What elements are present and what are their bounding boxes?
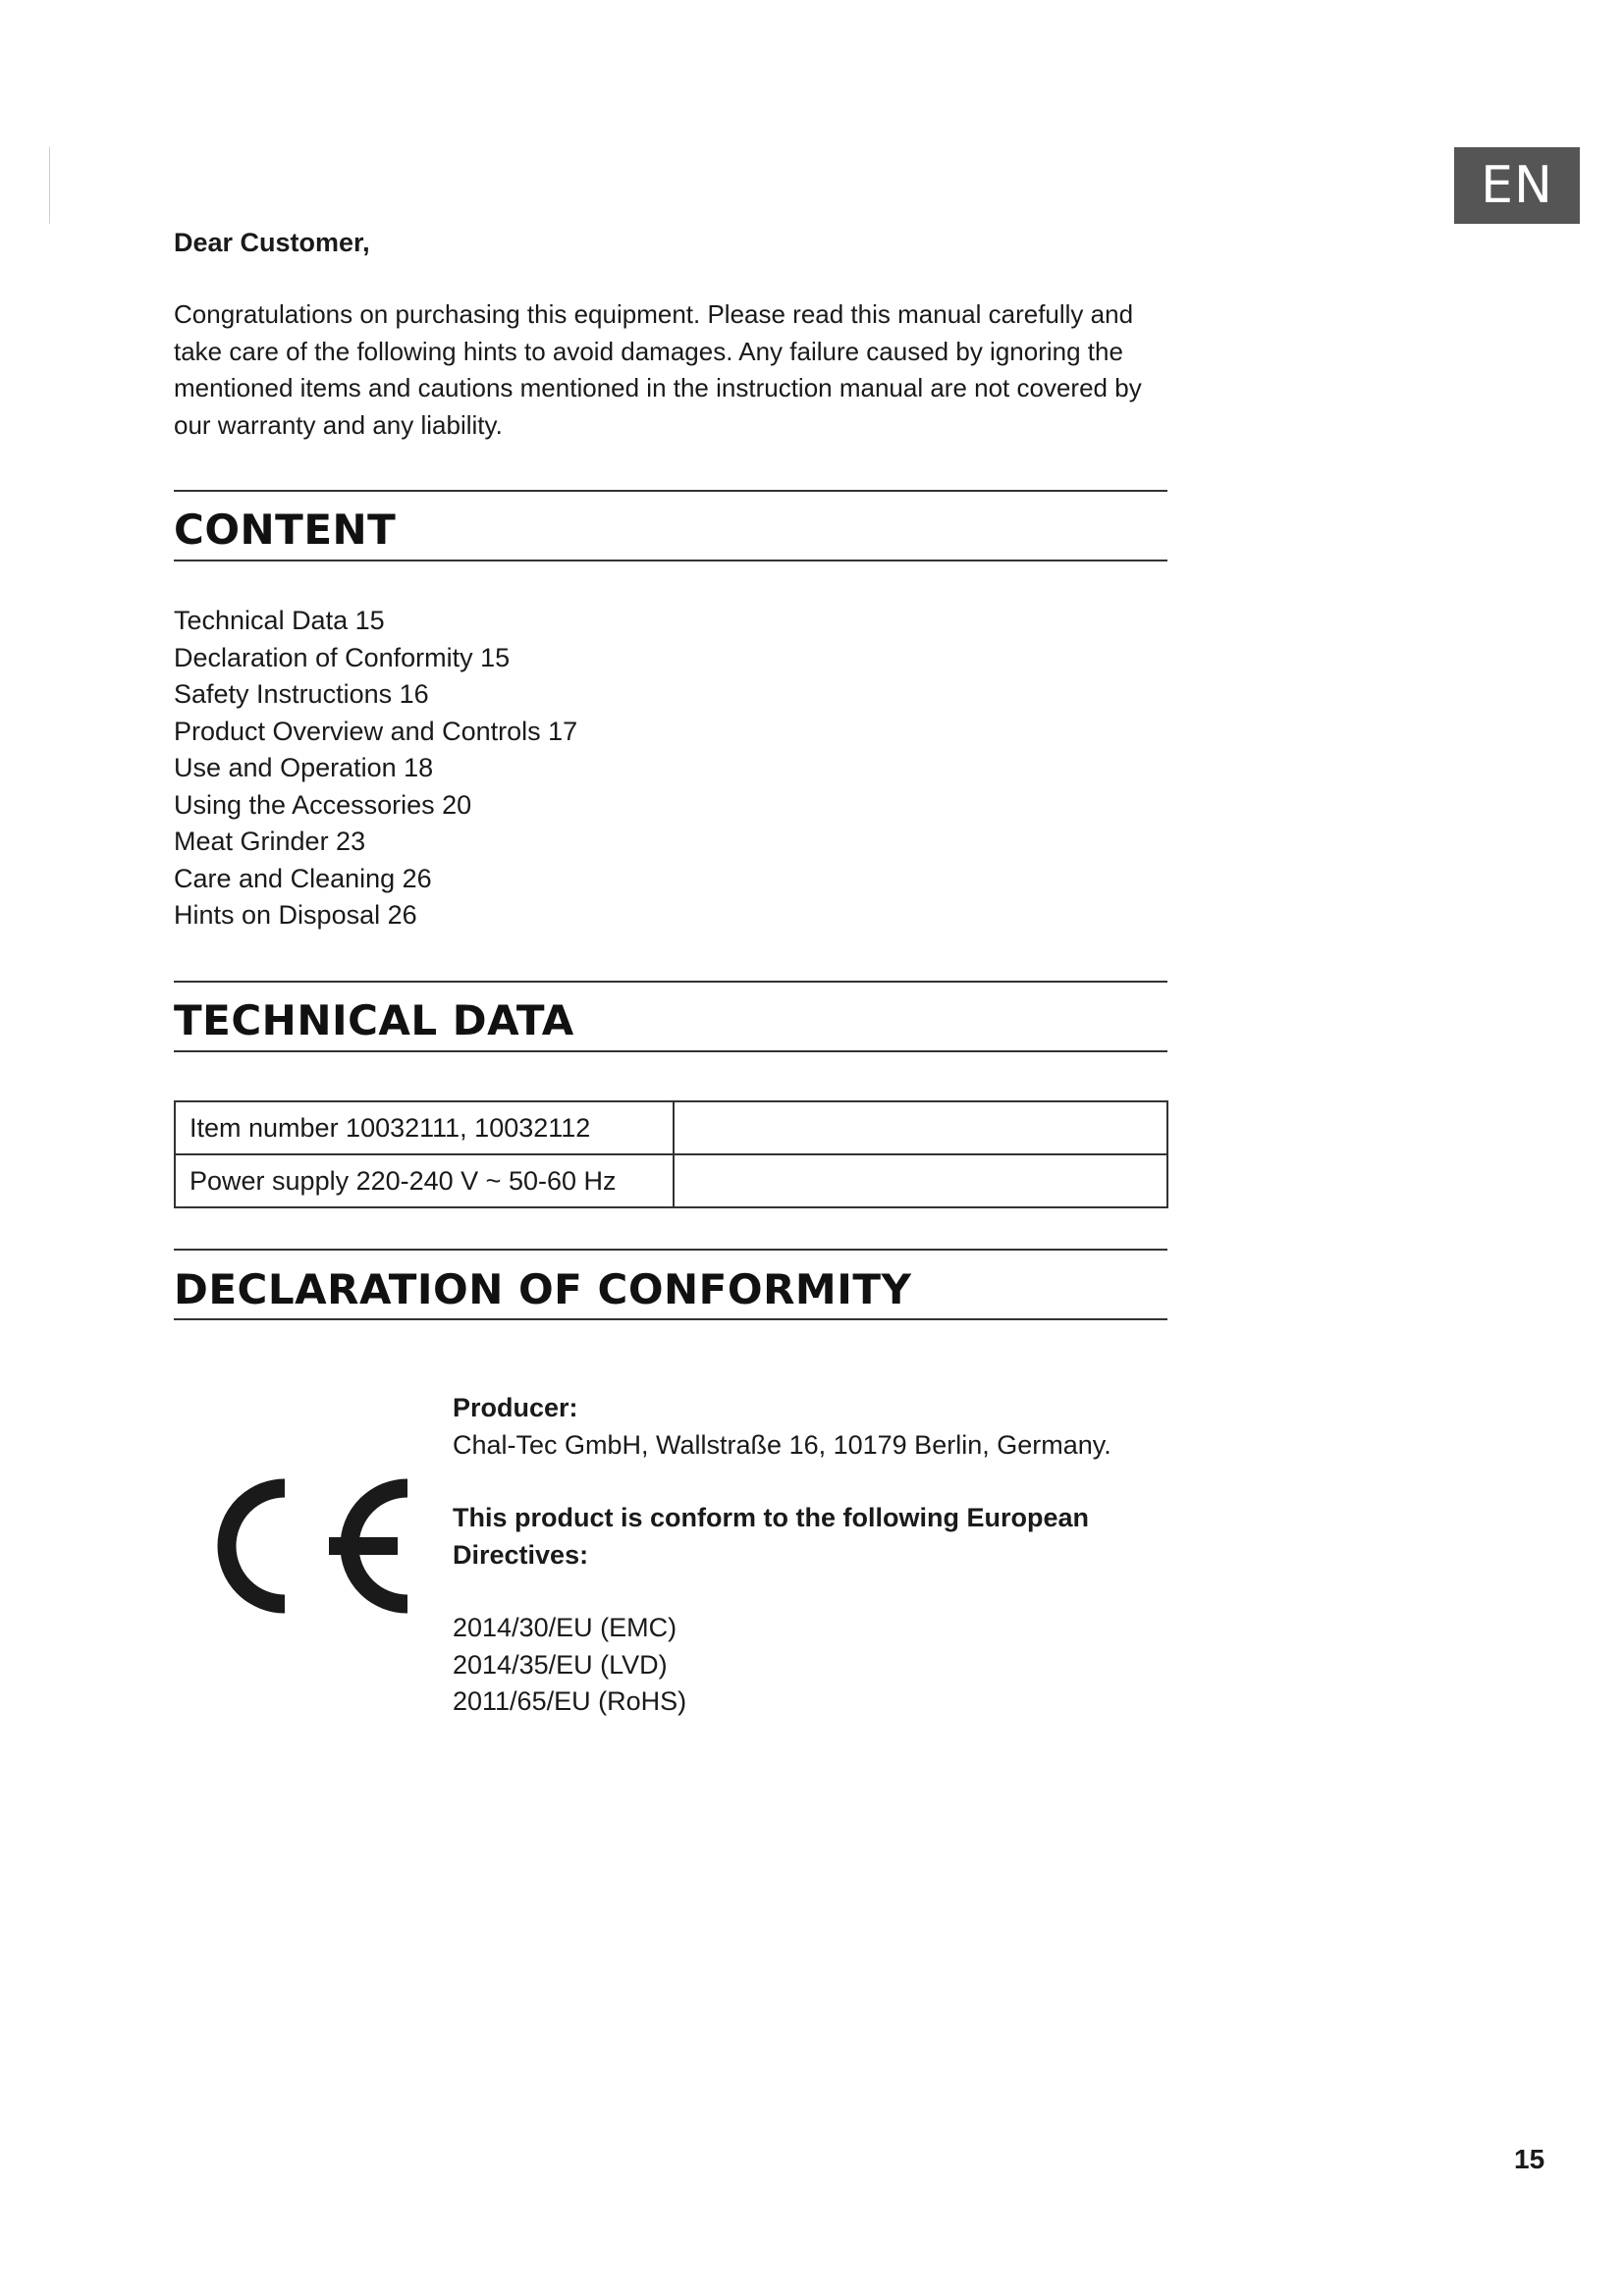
- toc-item: Product Overview and Controls 17: [174, 716, 578, 746]
- technical-rule-top: [174, 981, 1167, 983]
- content-rule-bottom: [174, 560, 1167, 561]
- producer-block: [453, 1390, 1111, 1464]
- content-heading: CONTENT: [174, 506, 397, 554]
- table-cell-key: Power supply 220-240 V ~ 50-60 Hz: [175, 1154, 674, 1207]
- declaration-heading: DECLARATION OF CONFORMITY: [174, 1265, 912, 1313]
- table-cell-value: [674, 1101, 1167, 1154]
- technical-data-heading: TECHNICAL DATA: [174, 996, 574, 1044]
- declaration-rule-top: [174, 1249, 1167, 1251]
- toc-item: Care and Cleaning 26: [174, 863, 432, 893]
- toc-item: Using the Accessories 20: [174, 789, 472, 820]
- technical-rule-bottom: [174, 1050, 1167, 1052]
- table-row: [175, 1154, 1167, 1207]
- toc-item: Technical Data 15: [174, 606, 385, 635]
- margin-line: [49, 147, 50, 224]
- producer-address: Chal-Tec GmbH, Wallstraße 16, 10179 Berlin, Germany.: [453, 1429, 1111, 1460]
- toc-item: Declaration of Conformity 15: [174, 642, 511, 672]
- directives-list: [453, 1610, 686, 1721]
- toc-item: Hints on Disposal 26: [174, 900, 417, 930]
- table-cell-key: Item number 10032111, 10032112: [175, 1101, 674, 1154]
- table-of-contents: [174, 603, 577, 934]
- producer-label: Producer:: [453, 1393, 578, 1422]
- content-rule-top: [174, 490, 1167, 492]
- table-cell-value: [674, 1154, 1167, 1207]
- declaration-rule-bottom: [174, 1318, 1167, 1320]
- toc-item: Use and Operation 18: [174, 753, 434, 782]
- toc-item: Safety Instructions 16: [174, 679, 429, 709]
- greeting: Dear Customer,: [174, 228, 370, 257]
- directive-item: 2014/35/EU (LVD): [453, 1649, 668, 1680]
- directive-item: 2014/30/EU (EMC): [453, 1613, 677, 1642]
- table-row: [175, 1101, 1167, 1154]
- toc-item: Meat Grinder 23: [174, 827, 366, 856]
- technical-data-table: [174, 1100, 1168, 1208]
- language-badge: EN: [1454, 147, 1580, 224]
- ce-mark-icon: [191, 1463, 419, 1629]
- directives-heading: This product is conform to the following European Directives:: [453, 1503, 1089, 1570]
- page-number: 15: [1514, 2144, 1545, 2174]
- directive-item: 2011/65/EU (RoHS): [453, 1686, 687, 1716]
- intro-paragraph: Congratulations on purchasing this equipment. Please read this manual carefully and take care of the following hints to avoid damages. Any failure caused by ignoring the mentioned items and cautions mentioned in the instruction manual are not covered by our warranty and any liability.: [174, 299, 1142, 440]
